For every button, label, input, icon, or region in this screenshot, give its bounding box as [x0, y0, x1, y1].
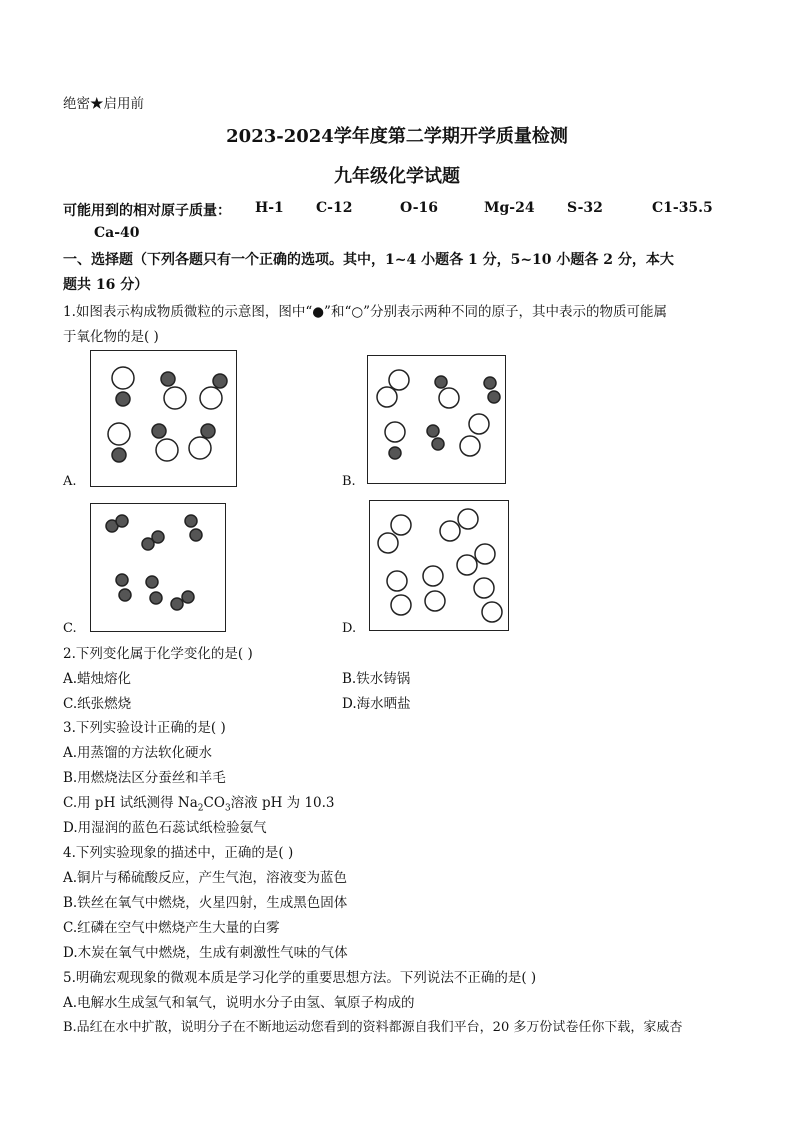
q1-diagram-d [369, 500, 509, 631]
atomic-mass-cl: C1-35.5 [652, 200, 713, 216]
q4-option-a: A.铜片与稀硫酸反应，产生气泡，溶液变为蓝色 [63, 870, 348, 886]
exam-subtitle: 九年级化学试题 [334, 166, 460, 187]
q2-option-a: A.蜡烛熔化 [63, 671, 132, 687]
atomic-mass-c: C-12 [316, 200, 353, 216]
q1-stem-line1: 1.如图表示构成物质微粒的示意图，图中“●”和“○”分别表示两种不同的原子，其中表示的物质可能属 [63, 304, 668, 320]
exam-title: 2023-2024学年度第二学期开学质量检测 [226, 126, 568, 147]
q2-option-c: C.纸张燃烧 [63, 696, 132, 712]
atomic-mass-h: H-1 [255, 200, 284, 216]
q5-option-a: A.电解水生成氢气和氧气，说明水分子由氢、氧原子构成的 [63, 995, 415, 1011]
q4-option-d: D.木炭在氧气中燃烧，生成有刺激性气味的气体 [63, 945, 348, 961]
q4-stem: 4.下列实验现象的描述中，正确的是( ) [63, 845, 294, 861]
q2-stem: 2.下列变化属于化学变化的是( ) [63, 646, 253, 662]
q4-option-b: B.铁丝在氧气中燃烧，火星四射，生成黑色固体 [63, 895, 348, 911]
q5-option-b: B.品红在水中扩散，说明分子在不断地运动您看到的资料都源自我们平台，20 多万份试卷任你下载，家威杏 [63, 1020, 683, 1035]
atomic-mass-mg: Mg-24 [484, 200, 535, 216]
section-heading-line1: 一、选择题（下列各题只有一个正确的选项。其中，1~4 小题各 1 分，5~10 小题各 2 分，本大 [63, 252, 674, 268]
q1-diagram-c [90, 503, 226, 632]
atomic-mass-label: 可能用到的相对原子质量： [63, 203, 231, 219]
atomic-mass-o: O-16 [400, 200, 439, 216]
q1-label-b: B. [342, 474, 356, 489]
q1-stem-line2: 于氧化物的是( ) [63, 329, 159, 345]
q1-label-a: A. [63, 474, 77, 489]
section-heading-line2: 题共 16 分） [63, 277, 149, 293]
q1-diagram-b [367, 355, 506, 484]
q2-option-d: D.海水晒盐 [342, 696, 411, 712]
q1-diagram-a [90, 350, 237, 487]
q4-option-c: C.红磷在空气中燃烧产生大量的白雾 [63, 920, 280, 936]
q1-label-c: C. [63, 621, 77, 636]
confidential-mark: 绝密★启用前 [63, 96, 144, 112]
q3-option-b: B.用燃烧法区分蚕丝和羊毛 [63, 770, 226, 786]
q3-option-d: D.用湿润的蓝色石蕊试纸检验氨气 [63, 820, 267, 836]
q3-option-a: A.用蒸馏的方法软化硬水 [63, 745, 213, 761]
atomic-mass-ca: Ca-40 [94, 225, 140, 241]
q1-label-d: D. [342, 621, 357, 636]
q3-option-c: C.用 pH 试纸测得 $Na_2CO_3$溶液 pH 为 10.3 [63, 795, 335, 814]
q2-option-b: B.铁水铸锅 [342, 671, 411, 687]
q5-stem: 5.明确宏观现象的微观本质是学习化学的重要思想方法。下列说法不正确的是( ) [63, 970, 537, 986]
atomic-mass-s: S-32 [567, 200, 603, 216]
q3-stem: 3.下列实验设计正确的是( ) [63, 720, 226, 736]
